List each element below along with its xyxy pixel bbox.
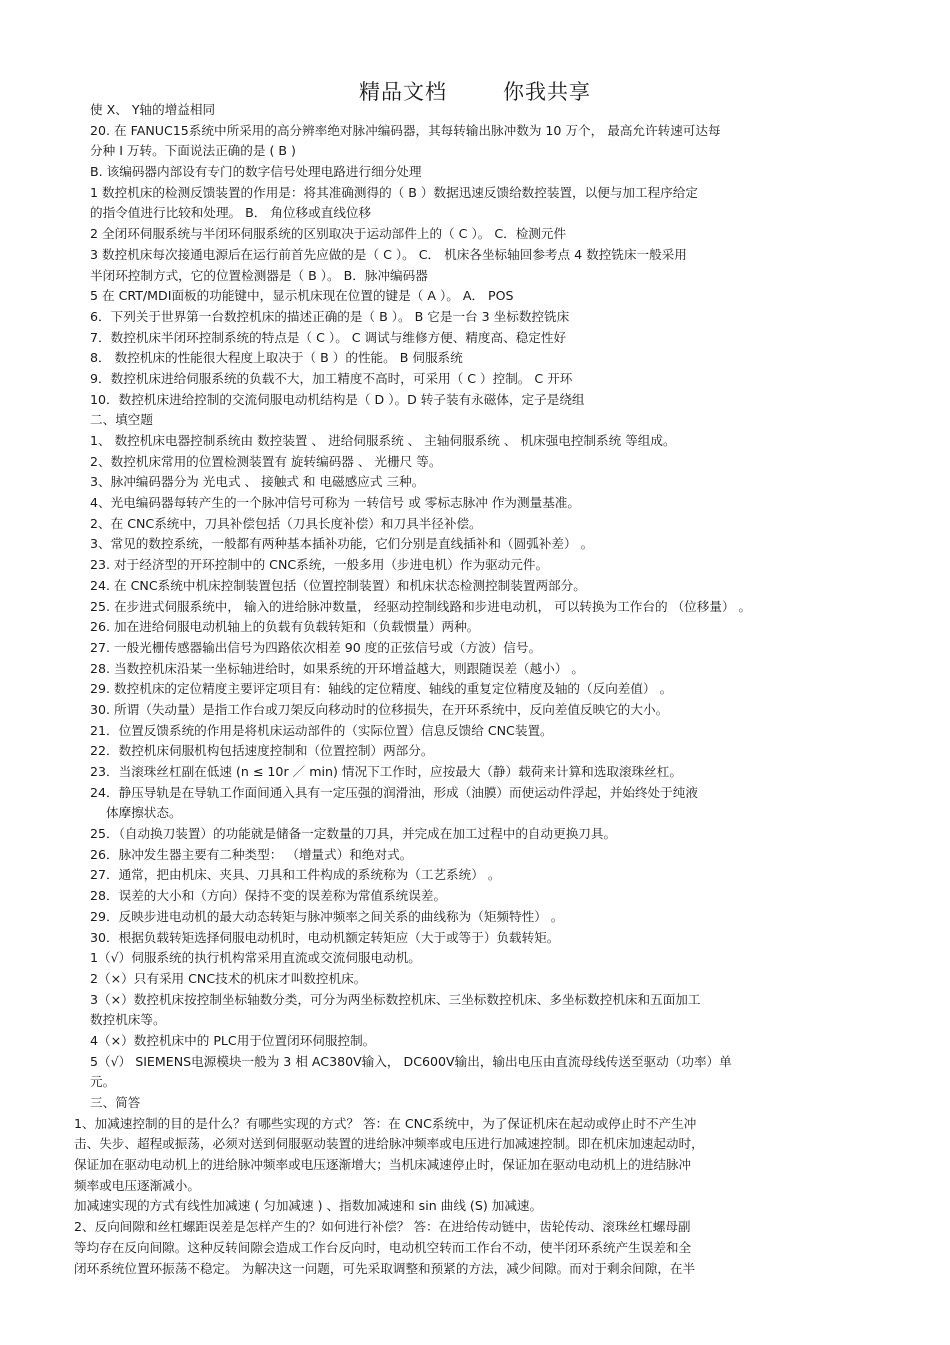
- text-line: 7．数控机床半闭环控制系统的特点是（ C ）。 C 调试与维修方便、精度高、稳定性好: [90, 329, 567, 345]
- text-line: 25．（自动换刀装置）的功能就是储备一定数量的刀具，并完成在加工过程中的自动更换刀具。: [90, 826, 617, 842]
- text-line: 4、光电编码器每转产生的一个脉冲信号可称为 一转信号 或 零标志脉冲 作为测量基准。: [90, 495, 580, 511]
- text-line: 2、反向间隙和丝杠螺距误差是怎样产生的？如何进行补偿？ 答：在进给传动链中，齿轮传动、滚珠丝杠螺母副: [74, 1219, 691, 1235]
- header-right: 你我共享: [503, 80, 591, 104]
- text-line: 28. 当数控机床沿某一坐标轴进给时，如果系统的开环增益越大，则跟随误差（越小） 。: [90, 660, 585, 676]
- text-line: 29．反映步进电动机的最大动态转矩与脉冲频率之间关系的曲线称为（矩频特性） 。: [90, 908, 564, 924]
- text-line: 1、加减速控制的目的是什么？有哪些实现的方式？ 答：在 CNC系统中，为了保证机床在起动或停止时不产生冲: [74, 1115, 697, 1131]
- text-line: 半闭环控制方式，它的位置检测器是（ B ）。 B．脉冲编码器: [90, 267, 428, 283]
- text-line: 30. 所谓（失动量）是指工作台或刀架反向移动时的位移损失，在开环系统中，反向差值反映它的大小。: [90, 701, 669, 717]
- text-line: 2（×）只有采用 CNC技术的机床才叫数控机床。: [90, 970, 367, 986]
- text-line: 等均存在反向间隙。这种反转间隙会造成工作台反向时，电动机空转而工作台不动，使半闭环系统产生误差和全: [74, 1239, 692, 1255]
- text-line: 使 X、 Y轴的增益相同: [90, 102, 216, 117]
- text-line: 1、 数控机床电器控制系统由 数控装置 、 进给伺服系统 、 主轴伺服系统 、 机床强电控制系统 等组成。: [90, 433, 676, 448]
- text-line: 9．数控机床进给伺服系统的负载不大，加工精度不高时，可采用（ C ）控制。 C 开环: [90, 370, 573, 386]
- section-heading: 三、简答: [90, 1095, 141, 1110]
- text-line: 2、数控机床常用的位置检测装置有 旋转编码器 、 光栅尺 等。: [90, 453, 442, 469]
- text-line: 23. 对于经济型的开环控制中的 CNC系统，一般多用（步进电机）作为驱动元件。: [90, 557, 549, 573]
- section-heading: 二、填空题: [90, 412, 153, 428]
- text-line: 23．当滚珠丝杠副在低速 (n ≤ 10r ／ min) 情况下工作时，应按最大（静）载荷来计算和选取滚珠丝杠。: [90, 764, 682, 779]
- text-line: 3、脉冲编码器分为 光电式 、 接触式 和 电磁感应式 三种。: [90, 474, 425, 490]
- text-line: 2 全闭环伺服系统与半闭环伺服系统的区别取决于运动部件上的（ C ）。 C．检测元件: [90, 226, 567, 242]
- text-line: 数控机床等。: [90, 1012, 166, 1028]
- text-line: 保证加在驱动电动机上的进给脉冲频率或电压逐渐增大；当机床减速停止时，保证加在驱动电动机上的进结脉冲: [74, 1157, 692, 1173]
- text-line: 25. 在步进式伺服系统中， 输入的进给脉冲数量， 经驱动控制线路和步进电动机， 可以转换为工作台的 （位移量） 。: [90, 598, 752, 614]
- text-line: 10．数控机床进给控制的交流伺服电动机结构是（ D ）。D 转子装有永磁体，定子是绕组: [90, 391, 585, 407]
- text-line: B. 该编码器内部设有专门的数字信号处理电路进行细分处理: [90, 164, 422, 180]
- text-line: 闭环系统位置环振荡不稳定。 为解决这一问题，可先采取调整和预紧的方法，减少间隙。而对于剩余间隙，在半: [74, 1260, 696, 1276]
- text-line: 体摩擦状态。: [106, 805, 182, 821]
- text-line: 1 数控机床的检测反馈装置的作用是：将其准确测得的（ B ）数据迅速反馈给数控装置，以便与加工程序给定: [90, 184, 698, 200]
- text-line: 5 在 CRT/MDI面板的功能键中，显示机床现在位置的键是（ A ）。 A． POS: [90, 288, 514, 304]
- text-line: 元。: [90, 1074, 116, 1090]
- text-line: 的指令值进行比较和处理。 B． 角位移或直线位移: [90, 205, 372, 221]
- text-line: 20. 在 FANUC15系统中所采用的高分辨率绝对脉冲编码器，其每转输出脉冲数为 10 万个， 最高允许转速可达每: [90, 122, 721, 138]
- text-line: 24．静压导轨是在导轨工作面间通入具有一定压强的润滑油，形成（油膜）而使运动件浮起，并始终处于纯液: [90, 784, 698, 800]
- document-body: [74, 100, 870, 1279]
- text-line: 26．脉冲发生器主要有二种类型： （增量式）和绝对式。: [90, 846, 413, 862]
- text-line: 28．误差的大小和（方向）保持不变的误差称为常值系统误差。: [90, 888, 447, 904]
- text-line: 27．通常，把由机床、夹具、刀具和工件构成的系统称为（工艺系统） 。: [90, 867, 501, 883]
- text-line: 3、常见的数控系统，一般都有两种基本插补功能，它们分别是直线插补和（圆弧补差） 。: [90, 536, 594, 552]
- text-line: 4（×）数控机床中的 PLC用于位置闭环伺服控制。: [90, 1032, 376, 1048]
- header-left: 精品文档: [359, 80, 447, 104]
- text-line: 29. 数控机床的定位精度主要评定项目有：轴线的定位精度、轴线的重复定位精度及轴的（反向差值） 。: [90, 681, 673, 697]
- text-line: 3（×）数控机床按控制坐标轴数分类，可分为两坐标数控机床、三坐标数控机床、多坐标数控机床和五面加工: [90, 991, 701, 1007]
- text-line: 8． 数控机床的性能很大程度上取决于（ B ）的性能。 B 伺服系统: [90, 350, 463, 366]
- text-line: 6．下列关于世界第一台数控机床的描述正确的是（ B ）。 B 它是一台 3 坐标数控铣床: [90, 308, 570, 324]
- text-line: 加减速实现的方式有线性加减速 ( 匀加减速 ) 、指数加减速和 sin 曲线 (S) 加减速。: [74, 1198, 543, 1214]
- text-line: 27. 一般光栅传感器输出信号为四路依次相差 90 度的正弦信号或（方波）信号。: [90, 639, 542, 655]
- text-line: 5（√） SIEMENS电源模块一般为 3 相 AC380V输入， DC600V输出，输出电压由直流母线传送至驱动（功率）单: [90, 1053, 732, 1069]
- text-line: 2、在 CNC系统中，刀具补偿包括（刀具长度补偿）和刀具半径补偿。: [90, 515, 482, 531]
- text-line: 21．位置反馈系统的作用是将机床运动部件的（实际位置）信息反馈给 CNC装置。: [90, 722, 553, 738]
- text-line: 30．根据负载转矩选择伺服电动机时，电动机额定转矩应（大于或等于）负载转矩。: [90, 929, 560, 945]
- text-line: 击、失步、超程或振荡，必须对送到伺服驱动装置的进给脉冲频率或电压进行加减速控制。即在机床加速起动时，: [74, 1136, 704, 1152]
- text-line: 1（√）伺服系统的执行机构常采用直流或交流伺服电动机。: [90, 950, 421, 966]
- text-line: 分种 I 万转。下面说法正确的是 ( B ): [90, 143, 296, 159]
- text-line: 3 数控机床每次接通电源后在运行前首先应做的是（ C ）。 C． 机床各坐标轴回参考点 4 数控铣床一般采用: [90, 246, 687, 262]
- text-line: 频率或电压逐渐减小。: [74, 1177, 200, 1193]
- text-line: 26. 加在进给伺服电动机轴上的负载有负载转矩和（负载惯量）两种。: [90, 619, 480, 635]
- text-line: 22．数控机床伺服机构包括速度控制和（位置控制）两部分。: [90, 743, 434, 759]
- text-line: 24. 在 CNC系统中机床控制装置包括（位置控制装置）和机床状态检测控制装置两部分。: [90, 577, 586, 593]
